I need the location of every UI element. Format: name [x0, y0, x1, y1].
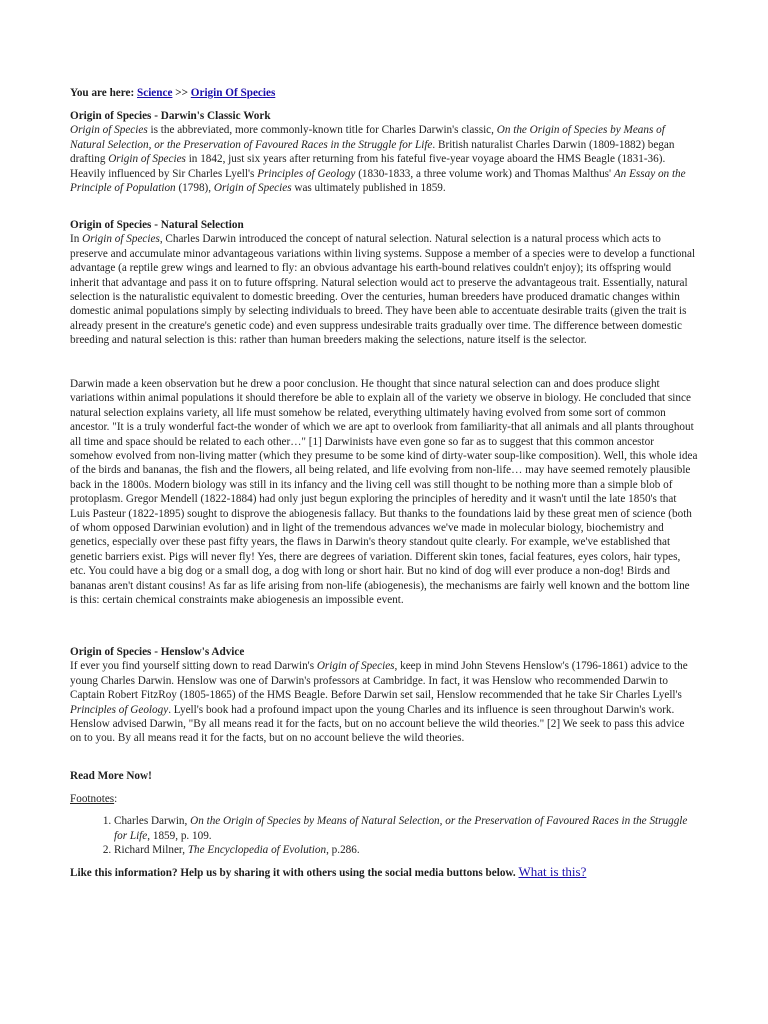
what-is-this-link[interactable]: What is this? — [518, 864, 587, 879]
footnotes: Footnotes: 1. Charles Darwin, On the Origin of Species by Means of Natural Selection, or the Preservation of Favoured Races in the Struggle for Life, 1859, p. 109. 2. Richard Milner, The Encyclopedia of Evolution, p.286. — [70, 792, 698, 858]
section-natural-selection-p2 — [70, 377, 698, 608]
section-heading: Origin of Species - Henslow's Advice — [70, 646, 245, 658]
read-more — [70, 769, 698, 783]
breadcrumb-link-origin-of-species[interactable]: Origin Of Species — [190, 87, 276, 99]
share-prompt — [70, 865, 698, 880]
footnotes-label: Footnotes — [70, 793, 115, 805]
section-heading: Origin of Species - Natural Selection — [70, 219, 244, 231]
breadcrumb — [70, 86, 698, 100]
section-heading: Origin of Species - Darwin's Classic Work — [70, 110, 271, 122]
footnotes-list — [70, 814, 698, 857]
read-more-heading: Read More Now! — [70, 770, 152, 782]
breadcrumb-separator: >> — [175, 87, 188, 99]
breadcrumb-label: You are here: — [70, 87, 135, 99]
breadcrumb-link-science[interactable]: Science — [137, 87, 173, 99]
section-henslow-advice — [70, 645, 698, 746]
footnote-item: 2. Richard Milner, The Encyclopedia of Evolution, p.286. — [114, 843, 698, 857]
footnote-item: 1. Charles Darwin, On the Origin of Species by Means of Natural Selection, or the Preservation of Favoured Races in the Struggle for Life, 1859, p. 109. — [114, 814, 698, 843]
share-text: Like this information? Help us by sharing it with others using the social media buttons below. — [70, 867, 516, 879]
section-classic-work — [70, 109, 698, 195]
paragraph: Darwin made a keen observation but he drew a poor conclusion. He thought that since natural selection can and does produce slight variations within animal populations it should therefore be able to explain all of the variety we observe in biology. He concluded that since natural selection explains variety, all life must somehow be related, everything ultimately having evolved from some sort of common ancestor. "It is a truly wonderful fact-the wonder of which we are apt to overlook from familiarity-that all animals and all plants throughout all time and space should be related to each other…" [1] Darwinists have even gone so far as to suggest that this common ancestor somehow evolved from non-living matter (which they presume to be some kind of dirty-water soup-like composition). Well, this whole idea of the birds and bananas, the fish and the flowers, all being related, and life evolving from non-life… may have seemed remotely plausible back in the 1800s. Modern biology was still in its infancy and the living cell was still thought to be nothing more than a simple blob of protoplasm. Gregor Mendell (1822-1884) had only just begun exploring the principles of heredity and it wasn't until the late 1850's that Luis Pasteur (1822-1895) sought to disprove the abiogenesis fallacy. But thanks to the foundations laid by these great men of science (both of whom opposed Darwinian evolution) and in light of the tremendous advances we've made in molecular biology, biochemistry and genetics, especially over these past fifty years, the flaws in Darwin's theory standout quite clearly. For example, we've established that genetic barriers exist. Pigs will never fly! Yes, there are degrees of variation. Different skin tones, facial features, eyes colors, hair types, etc. You could have a big dog or a small dog, a dog with long or short hair. But no kind of dog will ever produce a non-dog! Birds and bananas aren't distant cousins! As far as life arising from non-life (abiogenesis), the mechanisms are fairly well known and the bottom line is this: certain chemical constraints make abiogenesis an impossible event. — [70, 378, 698, 607]
section-natural-selection — [70, 218, 698, 348]
paragraph: Origin of Species is the abbreviated, more commonly-known title for Charles Darwin's classic, On the Origin of Species by Means of Natural Selection, or the Preservation of Favoured Races in the Struggle for Life. British naturalist Charles Darwin (1809-1882) began drafting Origin of Species in 1842, just six years after returning from his fateful five-year voyage aboard the HMS Beagle (1831-36). Heavily influenced by Sir Charles Lyell's Principles of Geology (1830-1833, a three volume work) and Thomas Malthus' An Essay on the Principle of Population (1798), Origin of Species was ultimately published in 1859. — [70, 124, 686, 195]
paragraph: In Origin of Species, Charles Darwin introduced the concept of natural selection. Natural selection is a natural process which acts to preserve and accumulate minor advantageous variations within living systems. Suppose a member of a species were to develop a functional advantage (a reptile grew wings and learned to fly: an obvious advantage his earth-bound relatives couldn't enjoy); its offspring would inherit that advantage and pass it on to future offspring. Natural selection would act to preserve the advantageous trait. Essentially, natural selection is the naturalistic equivalent to domestic breeding. Over the centuries, human breeders have produced dramatic changes within domestic animal populations simply by selecting individuals to breed. They have been able to accentuate desirable traits (given the trait is already present in the creature's genetic code) and even suppress undesirable traits gradually over time. The difference between domestic breeding and natural selection is this: rather than human breeders making the selections, nature itself is the selector. — [70, 233, 696, 347]
paragraph: If ever you find yourself sitting down to read Darwin's Origin of Species, keep in mind John Stevens Henslow's (1796-1861) advice to the young Charles Darwin. Henslow was one of Darwin's professors at Cambridge. In fact, it was Henslow who recommended Darwin to Captain Robert FitzRoy (1805-1865) of the HMS Beagle. Before Darwin set sail, Henslow recommended that he take Sir Charles Lyell's Principles of Geology. Lyell's book had a profound impact upon the young Charles and its influence is seen throughout Darwin's work. Henslow advised Darwin, "By all means read it for the facts, but on no account believe the wild theories." [2] We seek to pass this advice on to you. By all means read it for the facts, but on no account believe the wild theories. — [70, 660, 688, 745]
